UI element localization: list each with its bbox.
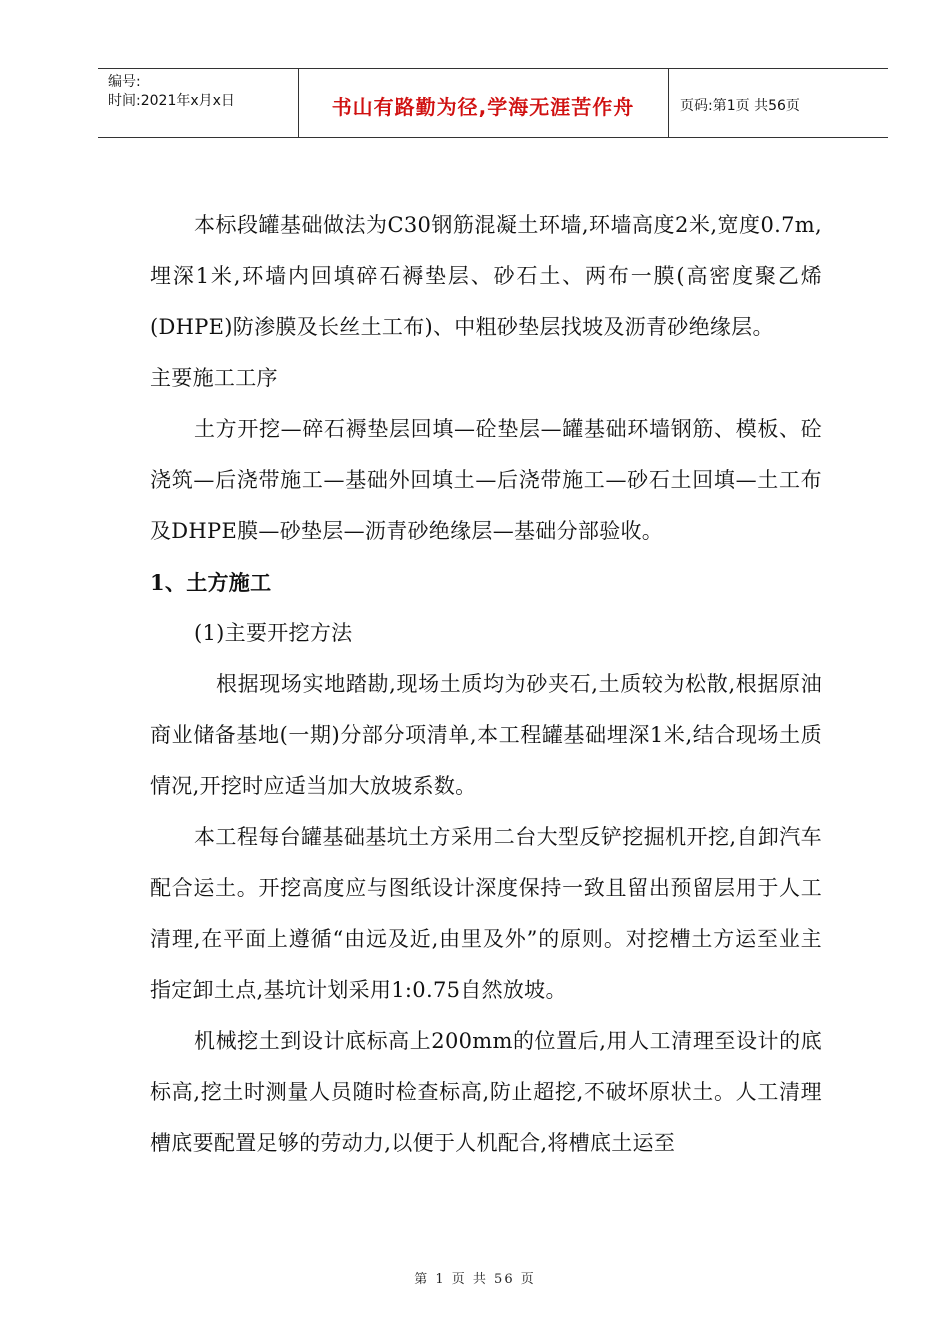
paragraph: 本标段罐基础做法为C30钢筋混凝土环墙,环墙高度2米,宽度0.7m,埋深1米,环墙内回填碎石褥垫层、砂石土、两布一膜(高密度聚乙烯(DHPE)防渗膜及长丝土工布)、中粗砂垫层找坡及沥青砂绝缘层。: [150, 213, 822, 339]
page-header: [98, 68, 888, 138]
header-page-info: 页码:第1页 共56页: [680, 98, 800, 114]
number-label: 编号:: [108, 74, 141, 90]
paragraph: 机械挖土到设计底标高上200mm的位置后,用人工清理至设计的底标高,挖土时测量人员随时检查标高,防止超挖,不破坏原状土。人工清理槽底要配置足够的劳动力,以便于人机配合,将槽底土运至: [150, 1029, 822, 1155]
paragraph: 本工程每台罐基础基坑土方采用二台大型反铲挖掘机开挖,自卸汽车配合运土。开挖高度应与图纸设计深度保持一致且留出预留层用于人工清理,在平面上遵循“由远及近,由里及外”的原则。对挖槽土方运至业主指定卸土点,基坑计划采用1:0.75自然放坡。: [150, 825, 822, 1002]
page-footer: 第 1 页 共 56 页: [414, 1272, 536, 1287]
paragraph: 根据现场实地踏勘,现场土质均为砂夹石,土质较为松散,根据原油商业储备基地(一期)分部分项清单,本工程罐基础埋深1米,结合现场土质情况,开挖时应适当加大放坡系数。: [150, 672, 822, 798]
time-label: 时间:2021年x月x日: [108, 93, 235, 109]
document-body: [150, 200, 822, 1169]
paragraph: 主要施工工序: [150, 366, 278, 390]
subsection-heading: (1)主要开挖方法: [194, 621, 353, 645]
header-motto: 书山有路勤为径,学海无涯苦作舟: [331, 95, 635, 119]
paragraph: 土方开挖—碎石褥垫层回填—砼垫层—罐基础环墙钢筋、模板、砼浇筑—后浇带施工—基础外回填土—后浇带施工—砂石土回填—土工布及DHPE膜—砂垫层—沥青砂绝缘层—基础分部验收。: [150, 417, 822, 543]
header-divider: [668, 69, 669, 137]
header-meta: [108, 73, 235, 111]
section-heading: 1、土方施工: [150, 570, 272, 595]
